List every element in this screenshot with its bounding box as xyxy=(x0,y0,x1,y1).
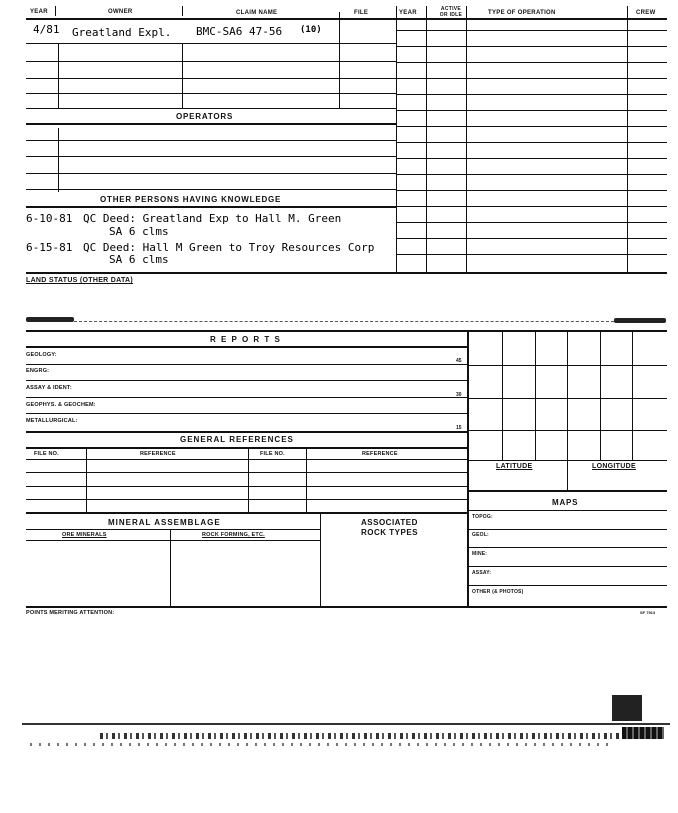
report-geophys-label: GEOPHYS. & GEOCHEM: xyxy=(26,402,96,408)
form-number: SF 7913 xyxy=(640,610,656,615)
gr-reference-2: REFERENCE xyxy=(362,451,398,457)
other-persons-label: OTHER PERSONS HAVING KNOWLEDGE xyxy=(100,195,282,204)
col-owner-header: OWNER xyxy=(108,9,133,15)
entry-2-line2: SA 6 clms xyxy=(109,253,169,266)
scan-noise-band-3 xyxy=(622,727,664,739)
col-type-of-operation-header: TYPE OF OPERATION xyxy=(488,10,556,16)
entry-1-line1: QC Deed: Greatland Exp to Hall M. Green xyxy=(83,212,342,225)
rock-forming-label: ROCK FORMING, ETC. xyxy=(202,532,265,538)
gr-reference-1: REFERENCE xyxy=(140,451,176,457)
maps-geol-label: GEOL: xyxy=(472,532,489,538)
report-metallurgical-label: METALLURGICAL: xyxy=(26,418,78,424)
latitude-label: LATITUDE xyxy=(496,463,533,470)
entry-1-line2: SA 6 clms xyxy=(109,225,169,238)
report-geology-label: GEOLOGY: xyxy=(26,352,57,358)
ore-minerals-label: ORE MINERALS xyxy=(62,532,107,538)
smudge-left xyxy=(26,317,74,322)
maps-topog-label: TOPOG: xyxy=(472,514,493,520)
associated-rock-label-1: ASSOCIATED xyxy=(361,518,418,527)
active-label-2: OR IDLE xyxy=(439,12,463,18)
operators-label: OPERATORS xyxy=(176,112,234,121)
col-year2-header: YEAR xyxy=(399,10,417,16)
entry-2-line1: QC Deed: Hall M Green to Troy Resources Corp xyxy=(83,241,375,254)
land-status-label: LAND STATUS (OTHER DATA) xyxy=(26,277,134,284)
report-assay-num: 30 xyxy=(456,392,462,398)
scan-noise-band-2 xyxy=(30,743,610,746)
smudge-right xyxy=(614,318,666,323)
general-references-title: GENERAL REFERENCES xyxy=(180,435,294,444)
report-engrg-label: ENGRG: xyxy=(26,368,50,374)
maps-title: MAPS xyxy=(552,498,579,507)
associated-rock-label-2: ROCK TYPES xyxy=(361,528,419,537)
claim-name-value: BMC-SA6 47-56 xyxy=(196,25,283,38)
entry-1-date: 6-10-81 xyxy=(26,212,73,225)
col-crew-header: CREW xyxy=(636,10,656,16)
col-year-header: YEAR xyxy=(30,9,48,15)
report-assay-label: ASSAY & IDENT: xyxy=(26,385,72,391)
maps-assay-label: ASSAY: xyxy=(472,570,492,576)
longitude-label: LONGITUDE xyxy=(592,463,636,470)
claim-count-value: (10) xyxy=(300,25,322,35)
maps-other-label: OTHER (& PHOTOS) xyxy=(472,589,524,595)
entry-2-date: 6-15-81 xyxy=(26,241,73,254)
mineral-assemblage-title: MINERAL ASSEMBLAGE xyxy=(108,518,221,527)
gr-file-no-1: FILE NO. xyxy=(34,451,59,457)
reports-title: R E P O R T S xyxy=(210,335,282,344)
active-label-1: ACTIVE xyxy=(440,6,462,12)
maps-mine-label: MINE: xyxy=(472,551,488,557)
scan-noise-band xyxy=(100,733,620,739)
gr-file-no-2: FILE NO. xyxy=(260,451,285,457)
col-file-header: FILE xyxy=(354,10,369,16)
col-claim-name-header: CLAIM NAME xyxy=(236,10,278,16)
owner-year-value: 4/81 xyxy=(33,23,60,36)
scan-artifact-block xyxy=(612,695,642,721)
report-geology-num: 45 xyxy=(456,358,462,364)
owner-name-value: Greatland Expl. xyxy=(72,26,172,39)
report-metallurgical-num: 15 xyxy=(456,425,462,431)
col-active-header xyxy=(434,6,468,18)
points-meriting-attention-label: POINTS MERITING ATTENTION: xyxy=(26,610,115,616)
